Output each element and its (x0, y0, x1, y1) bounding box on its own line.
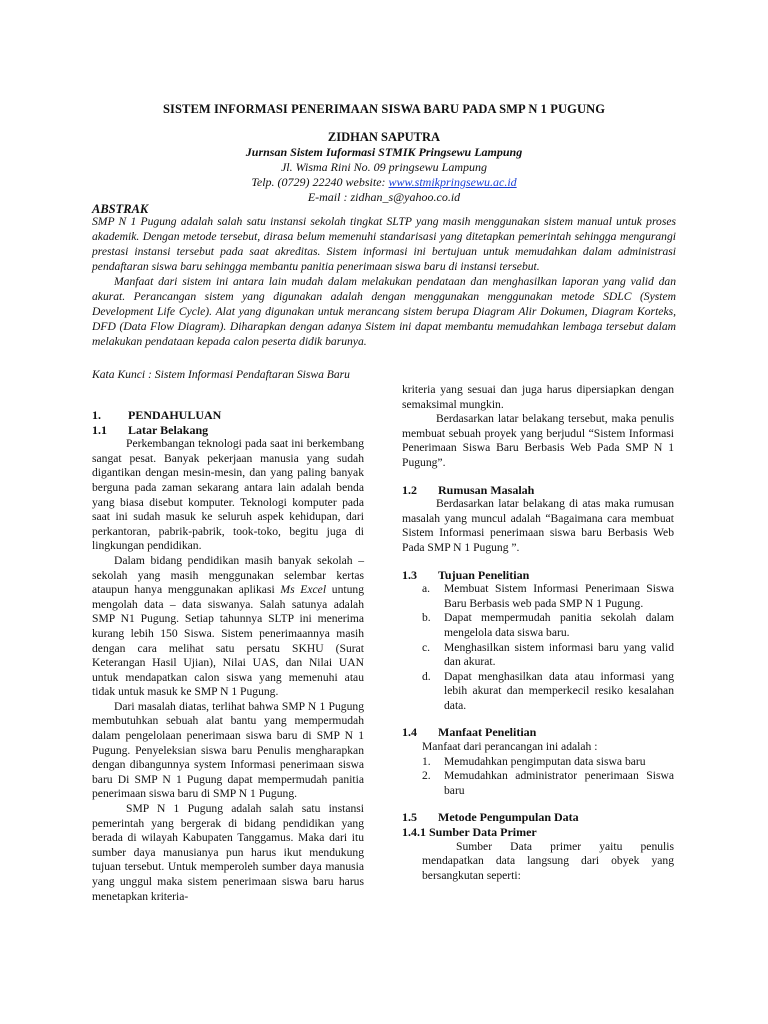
list-item (402, 641, 674, 670)
section-title: Rumusan Masalah (438, 482, 535, 497)
paper-title: SISTEM INFORMASI PENERIMAAN SISWA BARU PADA SMP N 1 PUGUNG (162, 102, 606, 116)
section-number: 1.5 (402, 810, 417, 825)
list-text: Membuat Sistem Informasi Penerimaan Siswa Baru Berbasis web pada SMP N 1 Pugung. (444, 582, 674, 610)
section-1-3-heading (402, 568, 674, 583)
section-1-5-heading (402, 810, 674, 825)
left-paragraph-3: Dari masalah diatas, terlihat bahwa SMP N 1 Pugung membutuhkan sebuah alat bantu yang mempermudah dalam pengelolaan penerimaan siswa baru di SMP N 1 Pugung. Penyeleksian siswa baru Penulis mengharapkan dengan dibangunnya system Informasi penerimaan siswa baru Di SMP N 1 Pugung dapat mempermudah panitia penerimaan siswa baru di SMP N 1 Pugung. (92, 699, 364, 801)
section-1-heading (92, 408, 364, 423)
author-block (0, 130, 768, 205)
list-text: Memudahkan administrator penerimaan Siswa baru (444, 769, 674, 797)
left-paragraph-4: SMP N 1 Pugung adalah salah satu instansi pemerintah yang bergerak di bidang pendidikan yang berada di wilayah Kabupaten Tanggamus. Maka dari itu sumber daya manusianya pun harus ikut mendukung tujuan tersebut. Untuk memperoleh sumber daya manusia yang unggul maka sistem penerimaan siswa baru harus menetapkan kriteria- (92, 802, 364, 903)
author-address: Jl. Wisma Rini No. 09 pringsewu Lampung (280, 160, 487, 174)
section-number: 1.4 (402, 725, 417, 740)
text-emphasis: Ms Excel (280, 583, 327, 597)
section-title: Metode Pengumpulan Data (438, 810, 579, 825)
section-1-2-heading (402, 483, 674, 498)
text-span: untung mengolah data – data siswanya. Salah satunya adalah SMP N1 Pugung. Setiap tahunnya SLTP ini menerima kurang lebih 150 Siswa. Sistem penerimaannya masih dengan cara melihat satu persatu SKHU (Surat Keterangan Hasil Ujian), Nilai UAS, dan Nilai UAN untuk mendapatkan calon siswa yang memenuhi atau tidak untuk masuk ke SMP N 1 Pugung. (92, 583, 364, 699)
author-department: Jurnsan Sistem Iuformasi STMIK Pringsewu Lampung (245, 145, 523, 159)
section-1-1-heading (92, 423, 364, 438)
section-title: Tujuan Penelitian (438, 567, 530, 582)
section-title: PENDAHULUAN (128, 408, 222, 422)
left-paragraph-1: Perkembangan teknologi pada saat ini berkembang sangat pesat. Banyak pekerjaan manusia yang sudah digantikan dengan mesin-mesin, dan yang paling banyak berguna pada zaman sekarang antara lain adalah benda yang biasa disebut komputer. Teknologi komputer pada saat ini sudah masuk ke seluruh aspek kehidupan, dari perkantoran, pabrik-pabrik, took-toko, begitu juga di lingkungan pendidikan. (92, 437, 364, 553)
right-paragraph-0: kriteria yang sesuai dan juga harus dipersiapkan dengan semaksimal mungkin. (402, 383, 674, 411)
list-text: Dapat mempermudah panitia sekolah dalam mengelola data siswa baru. (444, 611, 674, 639)
spacer (402, 798, 674, 810)
author-name: ZIDHAN SAPUTRA (327, 130, 441, 144)
section-title: Manfaat Penelitian (438, 725, 537, 740)
section-title: Latar Belakang (128, 422, 209, 437)
list-item (402, 582, 674, 611)
section-number: 1.2 (402, 482, 417, 497)
telp-text: Telp. (0729) 22240 website: (251, 175, 389, 189)
list-item (402, 611, 674, 640)
website-link[interactable]: www.stmikpringsewu.ac.id (388, 175, 517, 189)
section-number: 1. (92, 408, 101, 422)
list-marker: b. (422, 611, 431, 625)
benefit-intro: Manfaat dari perancangan ini adalah : (422, 740, 598, 754)
keywords: Kata Kunci : Sistem Informasi Pendaftaran Siswa Baru (92, 368, 350, 381)
left-paragraph-2 (92, 554, 364, 700)
list-item (402, 769, 674, 798)
section-1-4-heading (402, 725, 674, 740)
abstract-paragraph-1: SMP N 1 Pugung adalah salah satu instansi sekolah tingkat SLTP yang masih menggunakan sistem manual untuk proses akademik. Dengan metode tersebut, dirasa belum memenuhi standarisasi yang ditetapkan pemerintah sehingga mengurangi prestasi instansi tersebut pada saat akreditas. Sistem informasi ini bertujuan untuk memudahkan dalam administrasi pendaftaran siswa baru sehingga membantu panitia penerimaan siswa baru di instansi tersebut. (92, 215, 676, 273)
list-marker: d. (422, 669, 431, 683)
right-column (402, 383, 674, 883)
list-item (402, 670, 674, 714)
text-span: Dalam bidang pendidikan masih banyak sekolah – sekolah yang masih menggunakan selembar kertas ataupun hanya menggunakan aplikasi (92, 553, 364, 597)
list-item (402, 755, 674, 770)
abstract-heading: ABSTRAK (92, 202, 149, 216)
right-paragraph-2: Berdasarkan latar belakang di atas maka rumusan masalah yang muncul adalah “Bagaimana cara membuat Sistem Informasi penerimaan siswa baru Berbasis Web Pada SMP N 1 Pugung ”. (402, 497, 674, 554)
list-marker: 2. (422, 769, 431, 783)
author-contact (0, 175, 768, 190)
list-marker: 1. (422, 754, 431, 768)
list-text: Menghasilkan sistem informasi baru yang valid dan akurat. (444, 640, 674, 669)
list-text: Dapat menghasilkan data atau informasi yang lebih akurat dan memperkecil resiko kesalahan data. (444, 669, 674, 712)
abstract-paragraph-2: Manfaat dari sistem ini antara lain mudah dalam melakukan pendataan dan menghasilkan laporan yang valid dan akurat. Perancangan sistem yang digunakan adalah dengan menggunakan menggunakan metode SDLC (System Development Life Cycle). Alat yang digunakan untuk merancang sistem berupa Diagram Alir Dokumen, Diagram Korteks, DFD (Data Flow Diagram). Diharapkan dengan adanya Sistem ini dapat membantu memudahkan lembaga tersebut dalam melakukan pendataan kepada calon peserta didik barunya. (92, 275, 676, 348)
abstract-body (92, 214, 676, 349)
list-text: Memudahkan pengimputan data siswa baru (444, 754, 646, 768)
list-marker: c. (422, 640, 431, 654)
goals-list (402, 582, 674, 713)
list-marker: a. (422, 582, 431, 596)
right-paragraph-1: Berdasarkan latar belakang tersebut, maka penulis membuat sebuah proyek yang berjudul “Sistem Informasi Penerimaan Siswa Baru Berbasis Web Pada SMP N 1 Pugung”. (402, 412, 674, 469)
spacer (402, 556, 674, 568)
left-column (92, 408, 364, 904)
section-number: 1.1 (92, 422, 107, 437)
author-email: E-mail : zidhan_s@yahoo.co.id (307, 190, 461, 204)
right-paragraph-3: Sumber Data primer yaitu penulis mendapatkan data langsung dari obyek yang bersangkutan seperti: (422, 839, 674, 882)
spacer (402, 713, 674, 725)
section-1-4-1-heading: 1.4.1 Sumber Data Primer (402, 825, 537, 840)
spacer (402, 471, 674, 483)
section-number: 1.3 (402, 567, 417, 582)
benefits-list (402, 755, 674, 799)
